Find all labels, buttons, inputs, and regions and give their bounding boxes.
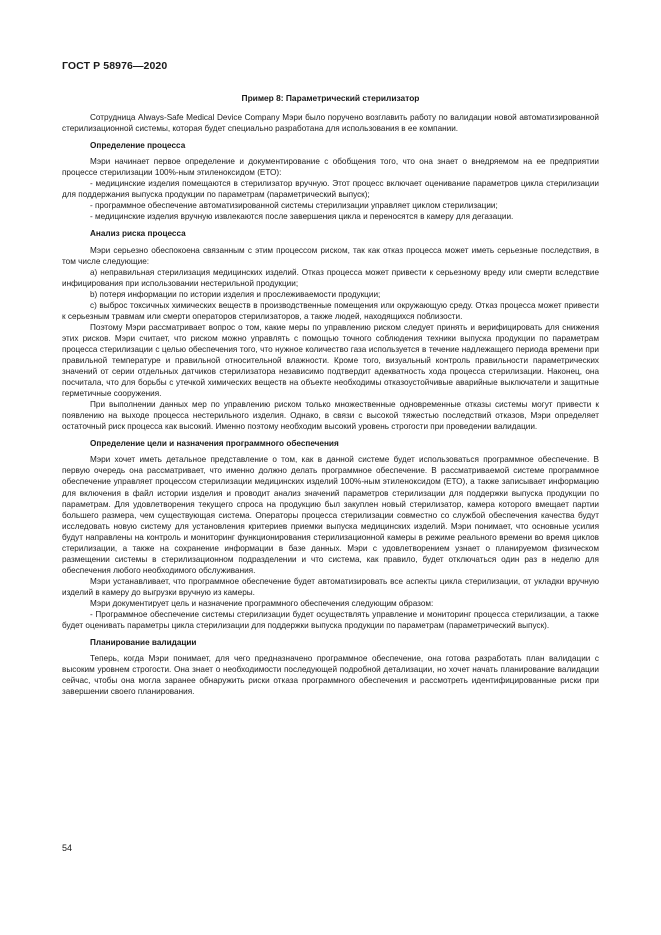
list-item: b) потеря информации по истории изделия и прослеживаемости продукции; [90, 289, 381, 299]
paragraph: Мэри серьезно обеспокоена связанным с этим процессом риском, так как отказ процесса может иметь серьезные последствия, в том числе следующие: [62, 245, 599, 266]
example-title: Пример 8: Параметрический стерилизатор [241, 93, 420, 103]
list-item: - медицинские изделия помещаются в стерилизатор вручную. Этот процесс включает оценивание параметров цикла стерилизации для поддержания выпуска продукции по параметрам (параметрический выпуск); [62, 179, 599, 200]
list-item: - Программное обеспечение системы стерилизации будет осуществлять управление и мониторинг процесса стерилизации, а также будет оценивать параметры цикла стерилизации для поддержки выпуска продукции по параметрам (параметрический выпуск). [62, 610, 599, 631]
section-heading-risk-analysis: Анализ риска процесса [90, 229, 186, 239]
intro-paragraph: Сотрудница Always-Safe Medical Device Company Мэри было поручено возглавить работу по валидации новой автоматизированной стерилизационной системы, которая будет специально разработана для использования в ее компании. [62, 113, 599, 134]
paragraph: Поэтому Мэри рассматривает вопрос о том, какие меры по управлению риском следует принять и верифицировать для снижения этих рисков. Мэри считает, что риском можно управлять с помощью точного соблюдения техники выпуска продукции по параметрам процесса стерилизации с целью обеспечения того, что нужное количество газа используется в течение надлежащего периода времени при правильной температуре и правильной относительной влажности. Кроме того, визуальный контроль правильности параметрических значений от серии отдельных датчиков стерилизатора независимо подтвердит адекватность хода процесса стерилизации. Наконец, она посчитала, что для борьбы с утечкой химических веществ на объекте необходимы отказоустойчивые аварийные выключатели и защитные герметичные сооружения. [62, 322, 599, 399]
list-item: - программное обеспечение автоматизированной системы стерилизации управляет циклом стерилизации; [90, 201, 498, 211]
paragraph: Мэри начинает первое определение и документирование с обобщения того, что она знает о внедряемом на ее предприятии процессе стерилизации 100%-ным этиленоксидом (ЕТО): [62, 157, 599, 178]
list-item: с) выброс токсичных химических веществ в производственные помещения или окружающую среду. Отказ процесса может привести к серьезным травмам или смерти операторов стерилизаторов, а также людей, находящихся поблизости. [62, 300, 599, 321]
page-number: 54 [62, 843, 73, 853]
section-heading-validation-planning: Планирование валидации [90, 638, 197, 648]
page-content [62, 93, 599, 697]
paragraph: Мэри хочет иметь детальное представление о том, как в данной системе будет использоваться программное обеспечение. В первую очередь она рассматривает, что именно должно делать программное обеспечение. В рассматриваемой системе программное обеспечение управляет процессом стерилизации медицинских изделий 100%-ным этиленоксидом (ЕТО), а также записывает информацию для включения в файл истории изделия и проводит анализ значений параметров стерилизации для поддержки выпуска продукции по параметрам. Для удовлетворения текущего спроса на продукцию был закуплен новый стерилизатор, камера которого вмещает партии большего размера, чем существующая система. Операторы процесса стерилизации совместно со службой обеспечения качества будут исследовать новую систему для установления критериев приемки выпуска медицинских изделий. Мэри понимает, что основные усилия будут направлены на контроль и мониторинг функционирования стерилизационной камеры в режиме реального времени во время циклов стерилизации, а также на сохранение информации в базе данных. Мэри с удовлетворением узнает о планируемом физическом размещении системы в стерилизационном подразделении и что система, как правило, будет отключаться один раз в неделю для обеспечения любого необходимого обслуживания. [62, 455, 599, 575]
list-item: а) неправильная стерилизация медицинских изделий. Отказ процесса может привести к серьезному вреду или смерти вследствие инфицирования при использовании нестерильной продукции; [62, 267, 599, 288]
standard-header: ГОСТ Р 58976—2020 [62, 60, 168, 72]
paragraph: При выполнении данных мер по управлению риском только множественные одновременные отказы системы могут привести к появлению на выходе процесса нестерильного изделия. Однако, в связи с высокой тяжестью последствий отказов, Мэри определяет остаточный риск процесса как высокий. Именно поэтому необходим высокий уровень строгости при проведении валидации. [62, 400, 599, 432]
paragraph: Мэри устанавливает, что программное обеспечение будет автоматизировать все аспекты цикла стерилизации, от укладки вручную изделий в камеру до выгрузки вручную из камеры. [62, 576, 599, 597]
list-item: - медицинские изделия вручную извлекаются после завершения цикла и переносятся в камеру для дегазации. [90, 212, 514, 222]
paragraph: Мэри документирует цель и назначение программного обеспечения следующим образом: [90, 598, 434, 608]
section-heading-software-purpose: Определение цели и назначения программного обеспечения [90, 439, 339, 449]
paragraph: Теперь, когда Мэри понимает, для чего предназначено программное обеспечение, она готова разработать план валидации с высоким уровнем строгости. Она знает о необходимости последующей подробной детализации, но хочет начать планирование валидации сейчас, чтобы она могла заранее обнаружить риски отказа программного обеспечения и рассмотреть идентифицированные риски при завершении своего планирования. [62, 654, 599, 697]
section-heading-process-definition: Определение процесса [90, 141, 186, 151]
